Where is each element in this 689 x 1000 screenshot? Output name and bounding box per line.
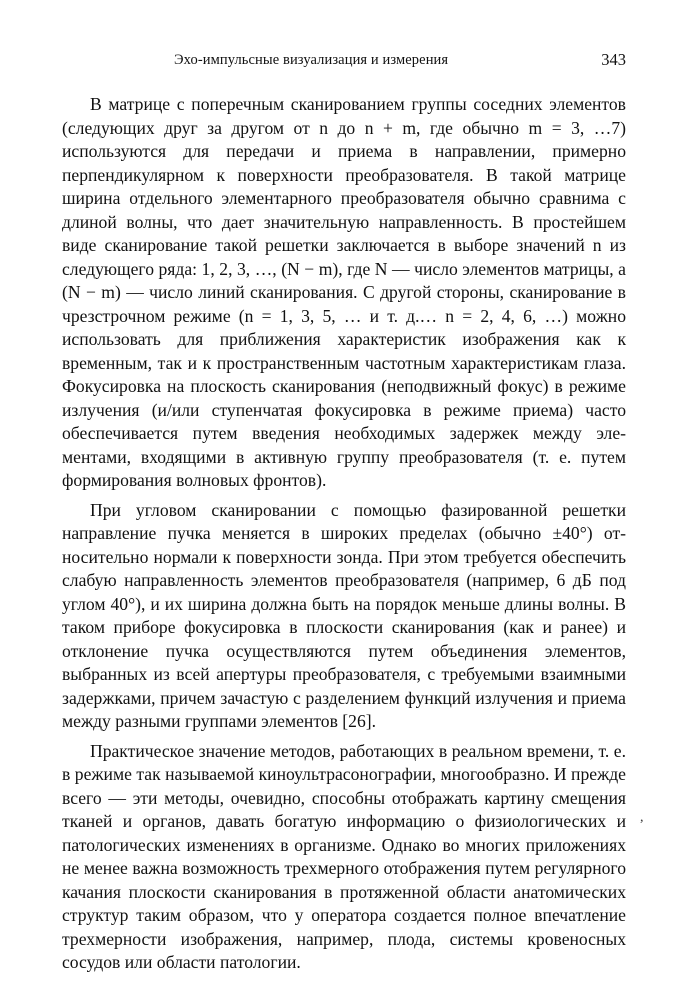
paragraph-real-time-methods: Практическое значение методов, работающих в реальном времени, т. е. в режиме так называемой киноультрасонографии, многообразно. И прежде всего — эти методы, очевидно, способны отображать картину смещения тканей и органов, давать богатую информацию о физиологических и патологических изменениях в организме. Однако во многих приложениях не менее важна возможность трехмерного отображения путем регулярного качания плоскости сканирования в протяженной области анатомических структур таким образом, что у оператора создается полное впечатление трехмерности изображения, например, плода, системы кровеносных сосудов или области патологии. <box>62 740 626 972</box>
running-title: Эхо-импульсные визуализация и измерения <box>174 52 449 68</box>
page-number: 343 <box>601 50 626 69</box>
paragraph-linear-array-scanning: В матрице с поперечным сканированием группы соседних элементов (следующих друг за другом от n до n + m, где обычно m = 3, …7) используются для передачи и приема в направлении, примерно перпендикулярном к поверхности преобразователя. В такой матрице ширина отдельного элементарного преобразователя обычно сравнима с длиной волны, что дает значительную направленность. В простейшем виде сканирование такой решетки заключается в выборе значений n из следующего ряда: 1, 2, 3, …, (N − m), где N — число элементов матрицы, а (N − m) — число линий сканирования. С другой стороны, сканирование в чрезстрочном режиме (n = 1, 3, 5, … и т. д.… n = 2, 4, 6, …) можно использовать для приближения характеристик изображения как к временным, так и к пространственным частотным характеристикам глаза. Фокусировка на плоскость сканирования (неподвижный фокус) в режиме излучения (и/или ступенчатая фокусировка в режиме приема) часто обеспечивается путем введения необходимых задержек между элементами, входящими в активную группу преобразователя (т. е. путем формирования волновых фронтов). <box>62 94 626 490</box>
scan-artifact-mark: , <box>640 810 644 825</box>
paragraph-phased-array-sector-scanning: При угловом сканировании с помощью фазированной решетки направление пучка меняется в широких пределах (обычно ±40°) относительно нормали к поверхности зонда. При этом требуется обеспечить слабую направленность элементов преобразователя (например, 6 дБ под углом 40°), и их ширина должна быть на порядок меньше длины волны. В таком приборе фокусировка в плоскости сканирования (как и ранее) и отклонение пучка осуществляются путем объединения элементов, выбранных из всей апертуры преобразователя, с требуемыми взаимными задержками, причем зачастую с разделением функций излучения и приема между разными группами элементов [26]. <box>62 499 626 731</box>
running-head <box>62 52 626 72</box>
body-text <box>62 93 626 981</box>
